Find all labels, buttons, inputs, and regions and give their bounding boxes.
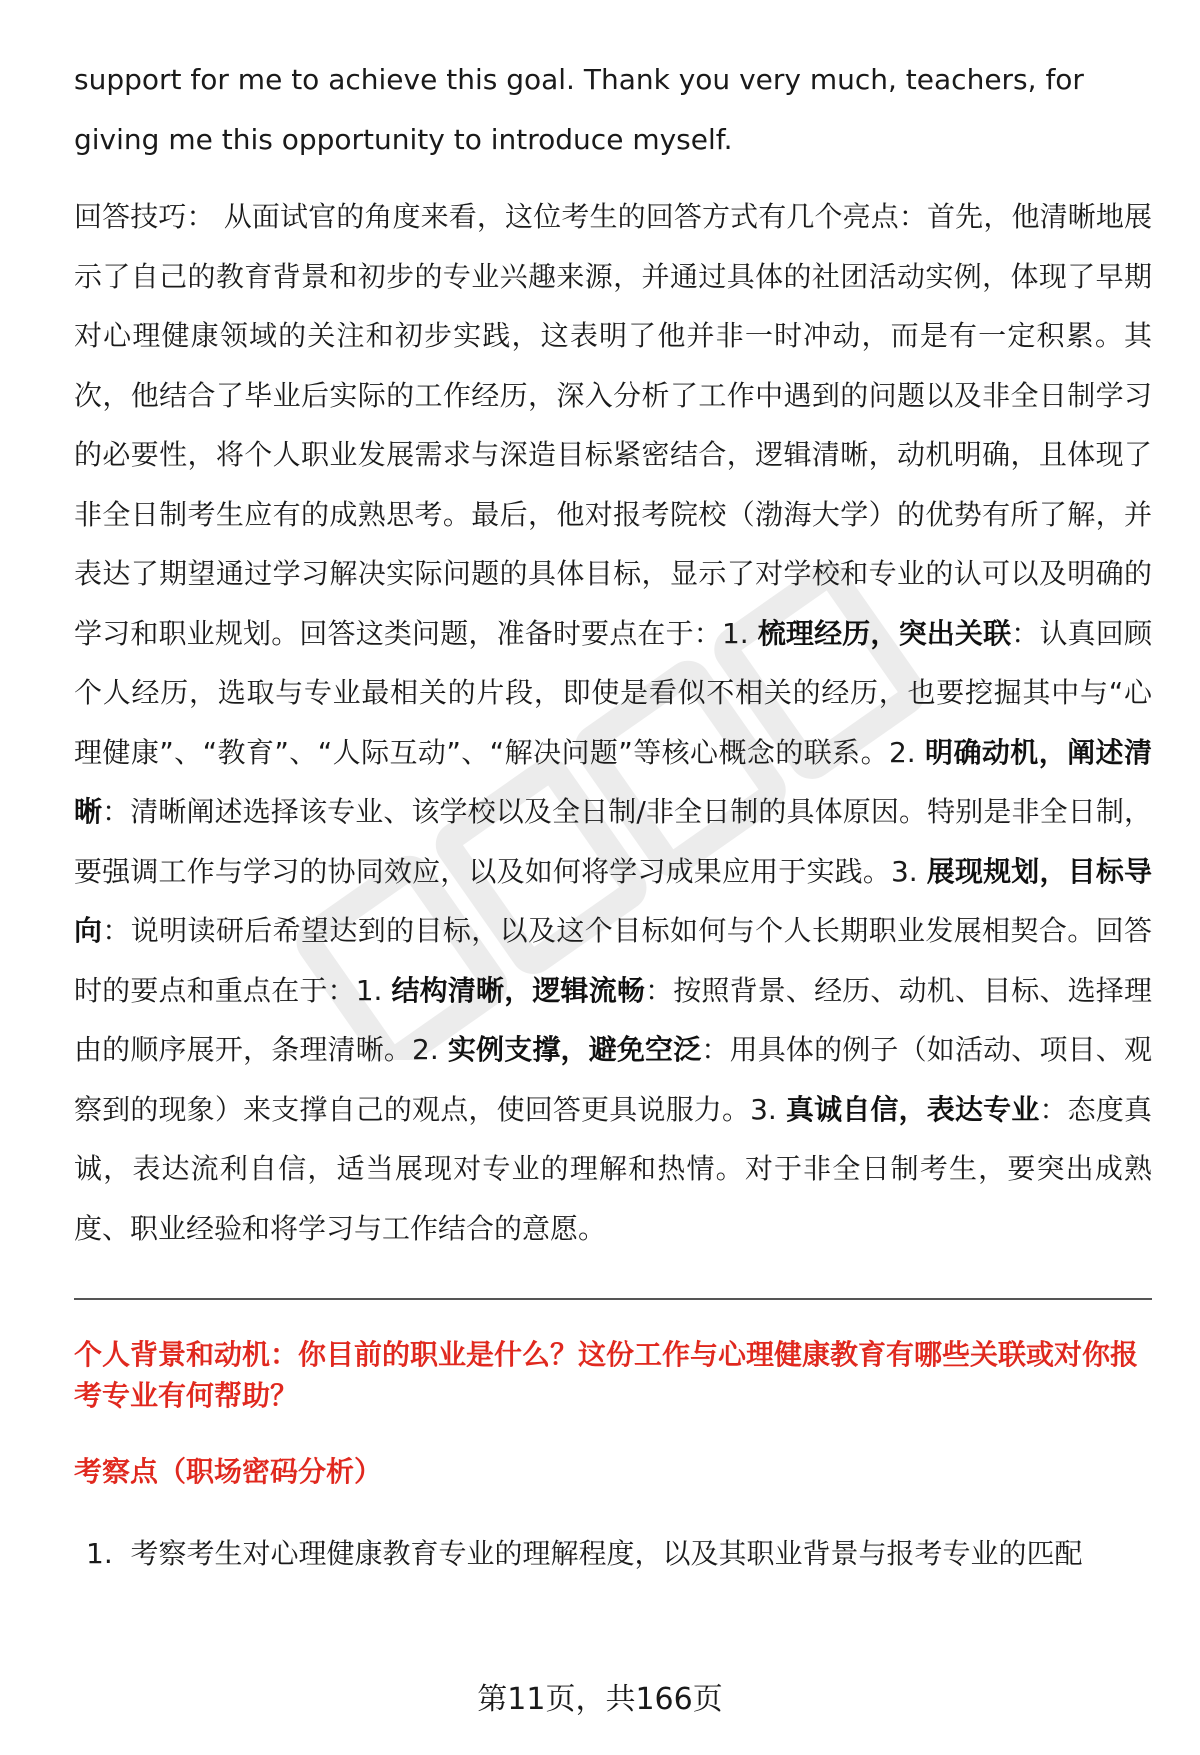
tips-text: ：说明读研后希望达到的目标，以及这个目标如何与个人长期职业发展相契合。回答时的要点和重点在于：1. (74, 914, 1152, 1007)
tip-highlight: 明确动机，阐述清晰 (74, 735, 1152, 828)
question-title: 个人背景和动机：你目前的职业是什么？这份工作与心理健康教育有哪些关联或对你报考专业有何帮助？ (74, 1338, 1139, 1412)
page-footer: 第11页，共166页 (477, 1682, 723, 1717)
section-divider (74, 1298, 1152, 1300)
list-item (86, 1534, 1152, 1574)
section-title: 考察点（职场密码分析） (74, 1455, 383, 1488)
tip-highlight: 结构清晰，逻辑流畅 (391, 973, 646, 1007)
tips-label: 回答技巧： (74, 200, 215, 233)
tips-text: ：按照背景、经历、动机、目标、选择理由的顺序展开，条理清晰。2. (74, 973, 1152, 1066)
tip-highlight: 实例支撑，避免空泛 (447, 1033, 702, 1066)
answer-tips-paragraph (74, 187, 1152, 1258)
list-item-number: 1. (86, 1537, 113, 1570)
tips-text: ：认真回顾个人经历，选取与专业最相关的片段，即使是看似不相关的经历，也要挖掘其中与“心理健康”、“教育”、“人际互动”、“解决问题”等核心概念的联系。2. (74, 616, 1152, 769)
intro-line-2: giving me this opportunity to introduce myself. (74, 122, 733, 156)
tips-text: ：用具体的例子（如活动、项目、观察到的现象）来支撑自己的观点，使回答更具说服力。3. (74, 1033, 1152, 1126)
intro-line-1: support for me to achieve this goal. Thank you very much, teachers, for (74, 63, 1084, 96)
tip-highlight: 真诚自信，表达专业 (785, 1092, 1040, 1126)
list-item-text: 考察考生对心理健康教育专业的理解程度，以及其职业背景与报考专业的匹配 (130, 1537, 1083, 1570)
tip-highlight: 展现规划，目标导向 (74, 854, 1152, 947)
document-page (74, 50, 1152, 1574)
tips-text: 从面试官的角度来看，这位考生的回答方式有几个亮点：首先，他清晰地展示了自己的教育背景和初步的专业兴趣来源，并通过具体的社团活动实例，体现了早期对心理健康领域的关注和初步实践，这表明了他并非一时冲动，而是有一定积累。其次，他结合了毕业后实际的工作经历，深入分析了工作中遇到的问题以及非全日制学习的必要性，将个人职业发展需求与深造目标紧密结合，逻辑清晰，动机明确，且体现了非全日制考生应有的成熟思考。最后，他对报考院校（渤海大学）的优势有所了解，并表达了期望通过学习解决实际问题的具体目标，显示了对学校和专业的认可以及明确的学习和职业规划。回答这类问题，准备时要点在于：1. (74, 200, 1152, 650)
tip-highlight: 梳理经历，突出关联 (757, 616, 1012, 650)
tips-text: ：清晰阐述选择该专业、该学校以及全日制/非全日制的具体原因。特别是非全日制，要强调工作与学习的协同效应，以及如何将学习成果应用于实践。3. (74, 795, 1152, 888)
tips-text: ：态度真诚，表达流利自信，适当展现对专业的理解和热情。对于非全日制考生，要突出成熟度、职业经验和将学习与工作结合的意愿。 (74, 1092, 1152, 1245)
